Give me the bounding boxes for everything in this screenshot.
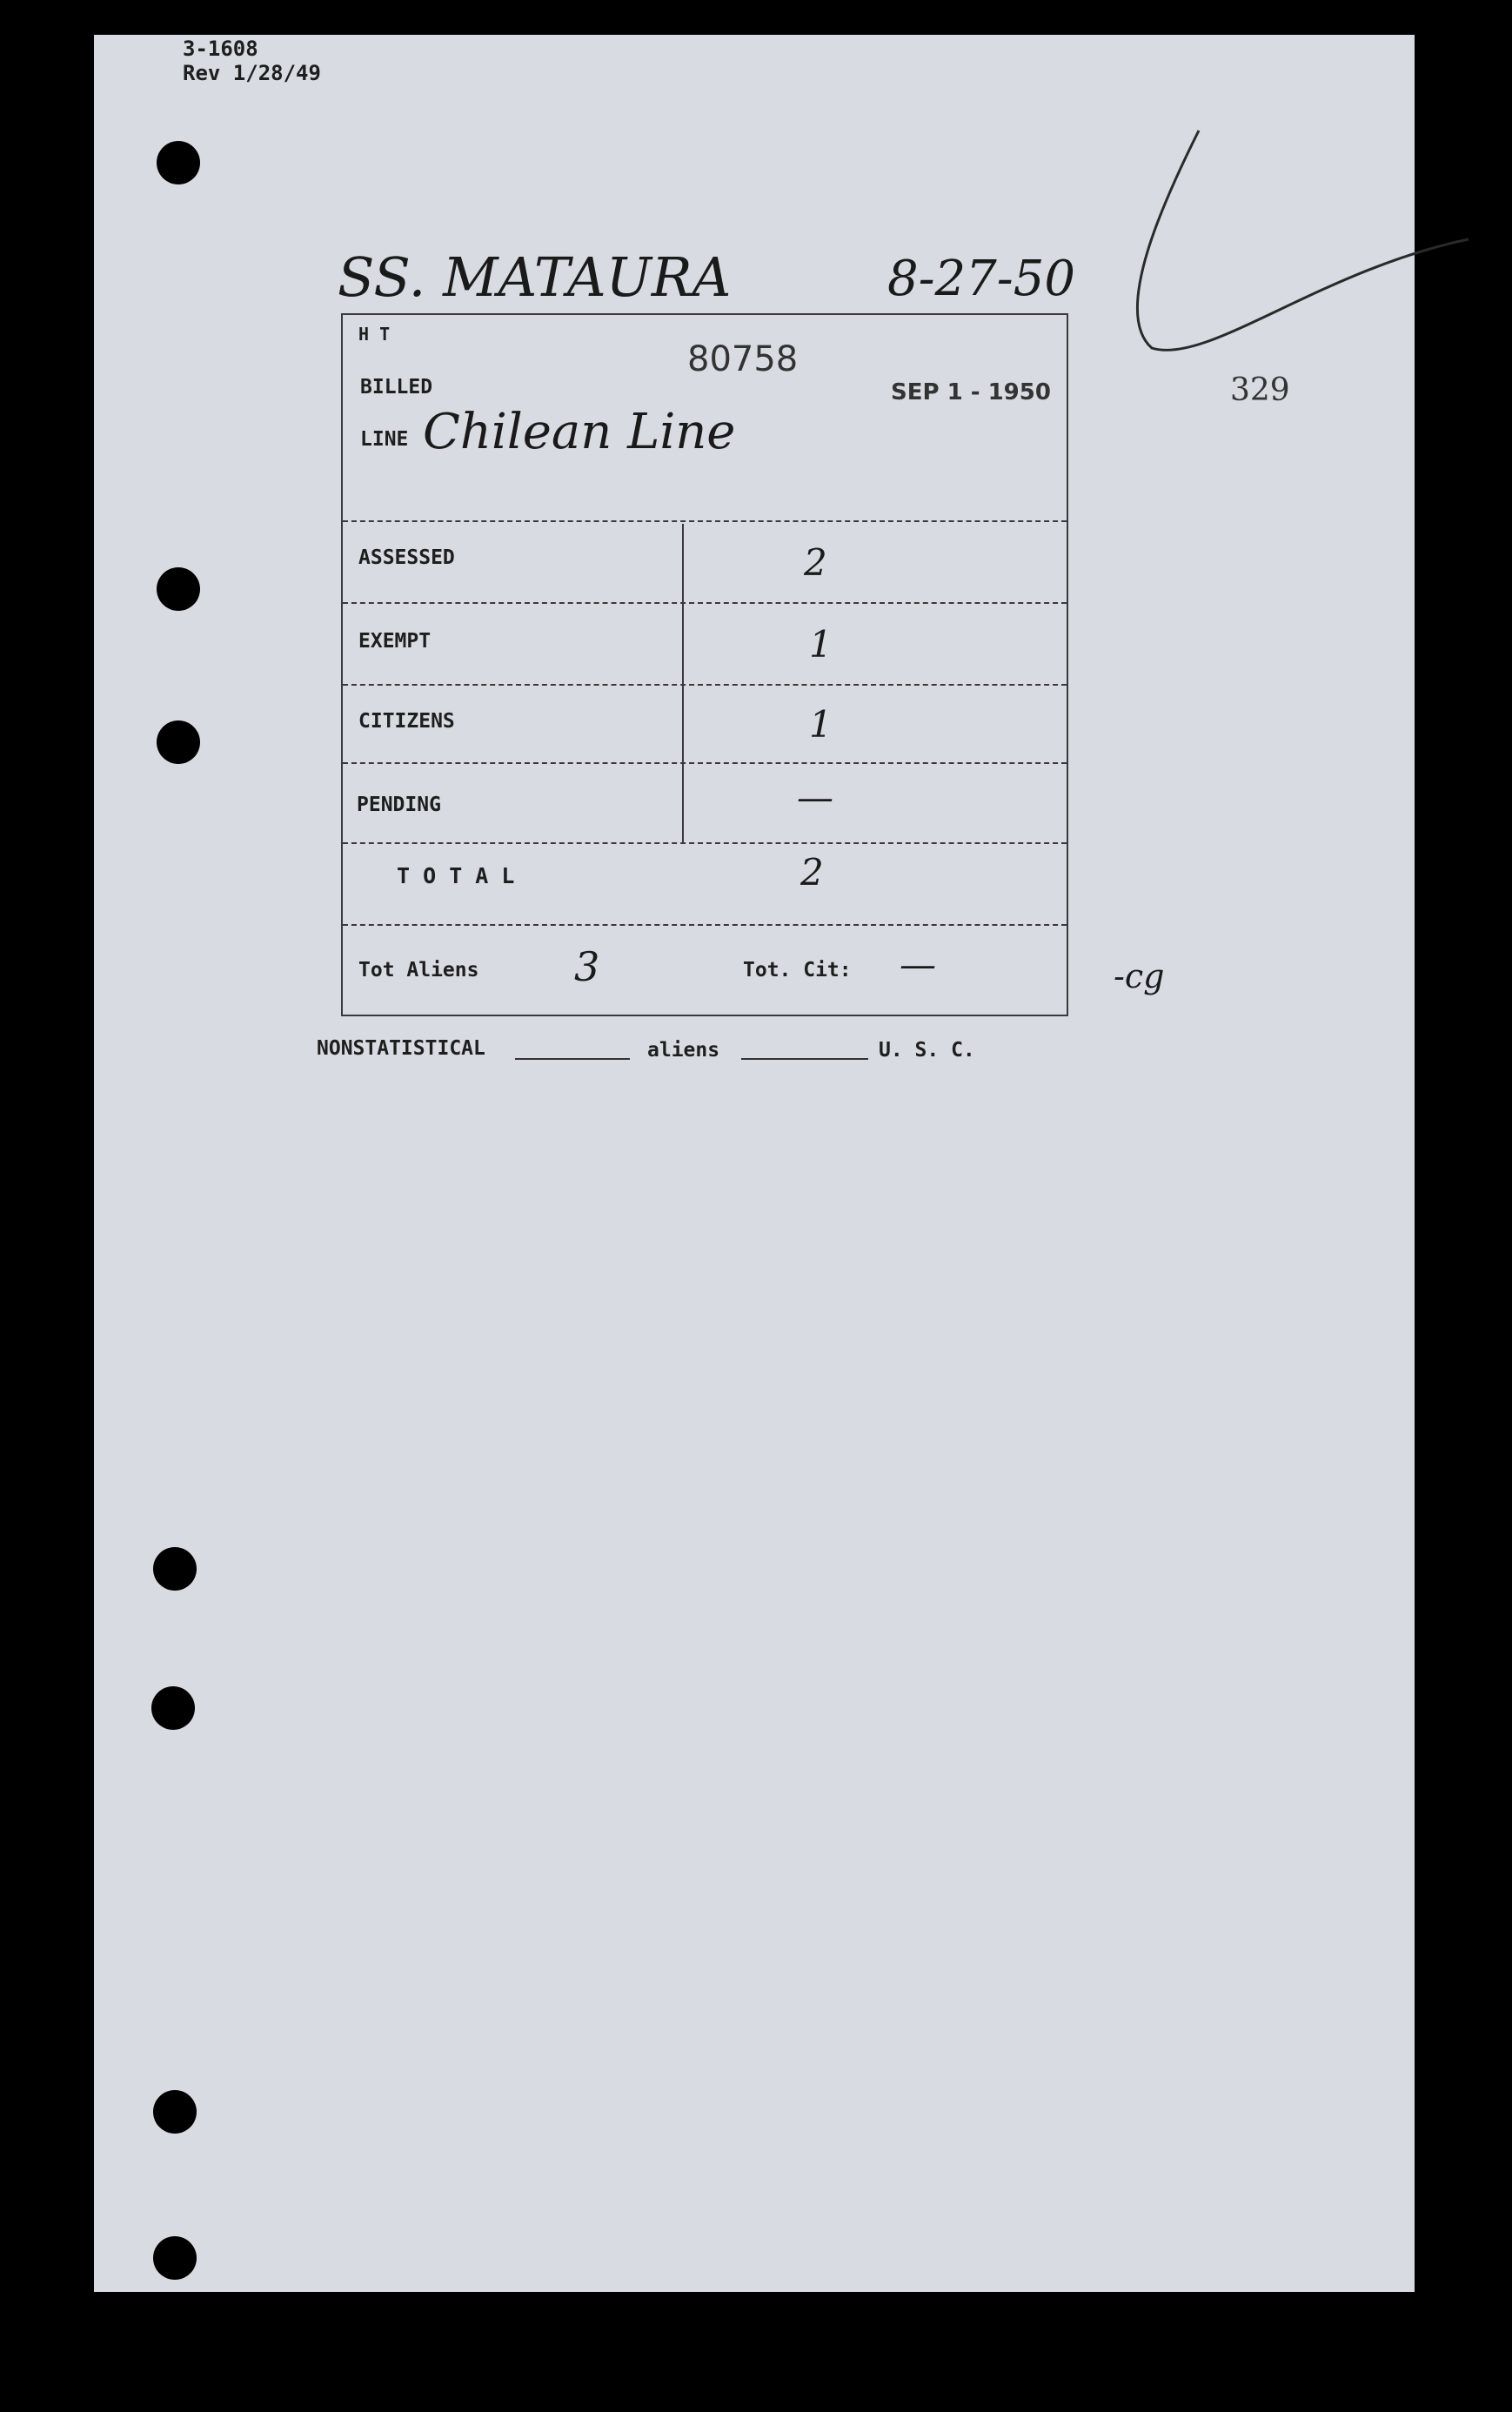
binder-hole <box>157 141 200 184</box>
row-value-pending: — <box>797 776 833 819</box>
binder-hole <box>151 1686 195 1730</box>
binder-hole <box>157 720 200 764</box>
line-label: LINE <box>360 428 409 451</box>
row-value-citizens: 1 <box>809 703 833 746</box>
total-value: 2 <box>800 851 824 894</box>
tot-cit-label: Tot. Cit: <box>743 959 852 982</box>
aliens-blank <box>741 1058 868 1060</box>
page-number: 329 <box>1230 372 1290 408</box>
row-label-exempt: EXEMPT <box>358 630 432 653</box>
row-label-assessed: ASSESSED <box>358 546 455 569</box>
form-revision: Rev 1/28/49 <box>183 61 321 85</box>
usc-label: U. S. C. <box>879 1039 975 1062</box>
tot-aliens-label: Tot Aliens <box>358 959 479 982</box>
binder-hole <box>153 2090 197 2134</box>
ht-label: H T <box>358 324 391 345</box>
check-mark-icon <box>1034 87 1486 365</box>
document-page <box>94 35 1415 2292</box>
nonstatistical-blank <box>515 1058 630 1060</box>
billed-stamp: SEP 1 - 1950 <box>891 379 1051 405</box>
vessel-name: SS. MATAURA <box>338 245 732 309</box>
initials: -cg <box>1114 957 1165 995</box>
billed-label: BILLED <box>360 376 433 399</box>
form-number: 3-1608 <box>183 37 258 61</box>
total-label: T O T A L <box>397 863 515 888</box>
row-label-pending: PENDING <box>357 794 441 816</box>
tot-aliens-value: 3 <box>574 943 600 990</box>
nonstatistical-label: NONSTATISTICAL <box>317 1037 485 1060</box>
line-value: Chilean Line <box>423 404 736 460</box>
binder-hole <box>157 567 200 611</box>
binder-hole <box>153 1547 197 1591</box>
tot-cit-value: — <box>900 943 936 986</box>
aliens-label: aliens <box>647 1039 720 1062</box>
arrival-date: 8-27-50 <box>887 251 1075 307</box>
manifest-table <box>341 313 1068 1016</box>
row-label-citizens: CITIZENS <box>358 710 455 733</box>
binder-hole <box>153 2236 197 2280</box>
row-value-assessed: 2 <box>804 541 827 584</box>
serial-number: 80758 <box>687 339 799 379</box>
row-value-exempt: 1 <box>809 623 833 666</box>
